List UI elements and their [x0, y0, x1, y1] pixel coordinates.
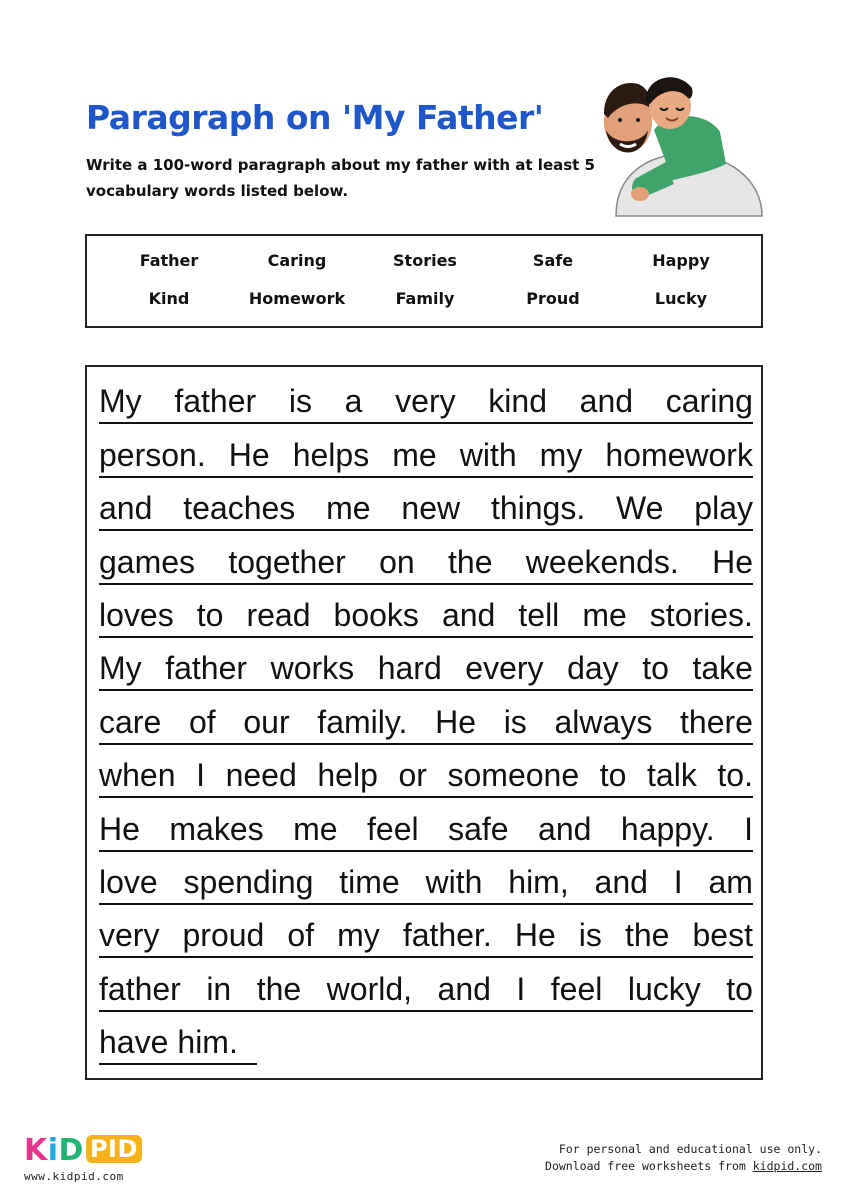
paragraph-word: a [344, 383, 363, 420]
vocab-word: Lucky [654, 289, 708, 308]
paragraph-line [99, 958, 753, 1011]
paragraph-word: there [680, 703, 753, 740]
paragraph-word: happy. [620, 810, 715, 847]
paragraph-word: day [567, 650, 619, 687]
paragraph-word: always [554, 703, 653, 740]
paragraph-word: makes [169, 810, 264, 847]
paragraph-word: and [538, 810, 592, 847]
paragraph-word: with [459, 436, 517, 473]
paragraph-word: caring [665, 383, 753, 420]
paragraph-word: new [401, 490, 461, 527]
logo-wordmark [24, 1134, 142, 1168]
paragraph-word: father. [402, 917, 492, 954]
paragraph-line [99, 424, 753, 477]
paragraph-word: I [516, 970, 526, 1007]
paragraph-word: of [287, 917, 315, 954]
paragraph-word: He [712, 543, 753, 580]
paragraph-word: teaches [183, 490, 296, 527]
paragraph-word: play [694, 490, 753, 527]
paragraph-word: is [288, 383, 312, 420]
paragraph-word: when [99, 757, 176, 794]
paragraph-word: kind [488, 383, 547, 420]
footer-link[interactable]: kidpid.com [752, 1159, 822, 1173]
vocabulary-grid [105, 250, 745, 310]
page-title: Paragraph on 'My Father' [86, 98, 544, 137]
vocab-word: Caring [267, 251, 327, 270]
paragraph-word: I [196, 757, 205, 794]
paragraph-word: the [624, 917, 670, 954]
paragraph-word: feel [367, 810, 419, 847]
paragraph-line [99, 531, 753, 584]
paragraph-word: love [99, 863, 158, 900]
paragraph-line [99, 905, 753, 958]
paragraph-word: talk [647, 757, 697, 794]
paragraph-line [99, 478, 753, 531]
logo-letter: K [24, 1133, 48, 1168]
paragraph-word: father [174, 383, 257, 420]
paragraph-word: to [196, 596, 224, 633]
paragraph-word: to. [717, 757, 753, 794]
paragraph-word: tell [518, 596, 560, 633]
paragraph-word: loves [99, 596, 174, 633]
paragraph-word: and [99, 490, 153, 527]
paragraph-word: and [579, 383, 634, 420]
paragraph-line [99, 638, 753, 691]
paragraph-word: proud [182, 917, 265, 954]
paragraph-word: to [726, 970, 753, 1007]
paragraph-word: games [99, 543, 196, 580]
paragraph-word: is [503, 703, 527, 740]
paragraph-word: I [744, 810, 753, 847]
paragraph-word: and [441, 596, 496, 633]
paragraph-word: spending [183, 863, 314, 900]
paragraph-word: on [379, 543, 415, 580]
paragraph-word: We [616, 490, 664, 527]
paragraph-word: my [539, 436, 583, 473]
paragraph-word: together [228, 543, 346, 580]
paragraph-word: very [99, 917, 160, 954]
paragraph-word: of [188, 703, 216, 740]
paragraph-line [99, 585, 753, 638]
paragraph-word: am [708, 863, 753, 900]
paragraph-line [99, 852, 753, 905]
father-child-illustration [596, 66, 766, 218]
paragraph-word: someone [447, 757, 580, 794]
vocab-word: Safe [532, 251, 574, 270]
paragraph-line [99, 691, 753, 744]
kidpid-logo [24, 1134, 142, 1183]
paragraph-word: helps [292, 436, 370, 473]
paragraph-word: need [225, 757, 297, 794]
paragraph-word: feel [550, 970, 603, 1007]
vocab-word: Father [139, 251, 199, 270]
paragraph-word: read [246, 596, 311, 633]
paragraph-word: person. [99, 436, 206, 473]
paragraph-word: He [228, 436, 270, 473]
paragraph-word: lucky [627, 970, 701, 1007]
paragraph-word: our [243, 703, 290, 740]
paragraph-word: best [692, 917, 753, 954]
logo-letter: D [58, 1133, 84, 1168]
paragraph-word: the [256, 970, 302, 1007]
paragraph-word: world, [326, 970, 413, 1007]
vocab-word: Stories [393, 251, 457, 270]
paragraph-line [99, 1012, 257, 1065]
vocab-word: Kind [148, 289, 190, 308]
paragraph-word: or [398, 757, 427, 794]
paragraph-word: my [337, 917, 380, 954]
paragraph-word: safe [448, 810, 509, 847]
logo-url: www.kidpid.com [24, 1170, 124, 1183]
footer-line-download [545, 1158, 822, 1175]
paragraph-word: in [206, 970, 232, 1007]
paragraph-word: have [99, 1024, 169, 1061]
paragraph-word: He [514, 917, 556, 954]
paragraph-word: me [293, 810, 338, 847]
footer-download-text: Download free worksheets from [545, 1159, 753, 1173]
paragraph-word: me [392, 436, 437, 473]
logo-letter: i [47, 1133, 59, 1168]
paragraph-word: him, [508, 863, 569, 900]
vocabulary-box [85, 234, 763, 328]
paragraph-line [99, 745, 753, 798]
paragraph-word: me [582, 596, 627, 633]
paragraph-word: He [435, 703, 476, 740]
instructions: Write a 100-word paragraph about my father with at least 5 vocabulary words listed below. [86, 156, 595, 200]
paragraph-word: weekends. [525, 543, 679, 580]
paragraph-word: care [99, 703, 162, 740]
paragraph-word: to [642, 650, 669, 687]
paragraph-word: homework [605, 436, 753, 473]
paragraph-word: books [333, 596, 419, 633]
paragraph-word: things. [490, 490, 586, 527]
paragraph-word: and [594, 863, 648, 900]
vocab-word: Family [395, 289, 455, 308]
paragraph-lines [99, 371, 753, 1065]
paragraph-word: family. [317, 703, 408, 740]
paragraph-line [99, 798, 753, 851]
footer-note [545, 1141, 822, 1175]
paragraph-word: stories. [649, 596, 753, 633]
vocab-word: Proud [526, 289, 580, 308]
paragraph-word: him. [177, 1024, 238, 1061]
paragraph-word: My [99, 650, 142, 687]
logo-badge: PID [86, 1135, 142, 1163]
paragraph-word: help [317, 757, 378, 794]
paragraph-word: to [599, 757, 627, 794]
footer-line-usage: For personal and educational use only. [558, 1142, 822, 1156]
paragraph-word: hard [377, 650, 442, 687]
paragraph-word: father [99, 970, 181, 1007]
paragraph-word: me [326, 490, 371, 527]
paragraph-word: I [673, 863, 683, 900]
paragraph-word: take [692, 650, 753, 687]
paragraph-box [85, 365, 763, 1080]
paragraph-word: very [395, 383, 456, 420]
paragraph-word: every [465, 650, 544, 687]
vocab-word: Homework [248, 289, 346, 308]
paragraph-word: with [425, 863, 483, 900]
paragraph-word: He [99, 810, 140, 847]
paragraph-word: works [270, 650, 355, 687]
paragraph-word: and [437, 970, 491, 1007]
paragraph-line [99, 371, 753, 424]
paragraph-word: time [339, 863, 400, 900]
paragraph-word: My [99, 383, 142, 420]
paragraph-word: father [165, 650, 248, 687]
paragraph-word: is [578, 917, 602, 954]
paragraph-word: the [448, 543, 493, 580]
vocab-word: Happy [652, 251, 710, 270]
